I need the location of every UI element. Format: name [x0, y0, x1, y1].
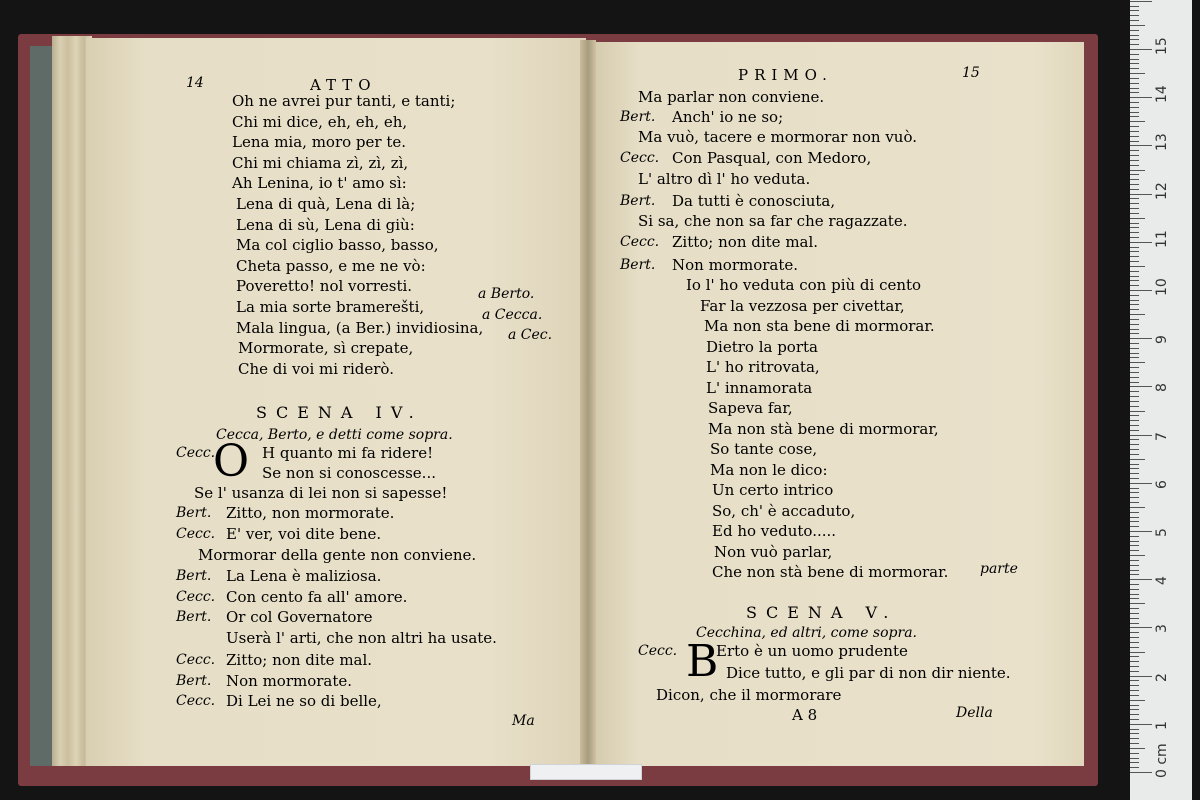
speaker-label: Bert. [176, 505, 212, 521]
dialogue-line: Anch' io ne so; [672, 108, 784, 126]
ruler-tick [1130, 1, 1152, 2]
aria-line: Ma non stà bene di mormorar, [708, 419, 939, 438]
book-gutter [580, 40, 596, 766]
dialogue-line: Dicon, che il mormorare [656, 686, 842, 704]
aside-3: a Cec. [508, 327, 553, 343]
scene-title-right: SCENA V. [746, 603, 898, 622]
ruler-tick [1130, 724, 1152, 725]
ruler-tick [1130, 256, 1139, 257]
ruler-tick [1130, 570, 1139, 571]
dialogue-line: Dice tutto, e gli par di non dir niente. [726, 664, 1011, 682]
ruler-tick [1130, 772, 1152, 773]
ruler-label: 12 [1154, 181, 1170, 200]
ruler-tick [1130, 748, 1145, 749]
ruler-label: 7 [1154, 431, 1170, 441]
signature-mark: A 8 [792, 706, 818, 724]
aria-line: Dietro la porta [706, 337, 818, 356]
ruler-tick [1130, 329, 1139, 330]
ruler-tick [1130, 300, 1139, 301]
aria-line: Che non stà bene di mormorar. [712, 563, 949, 581]
ruler-tick [1130, 753, 1139, 754]
ruler-tick [1130, 401, 1139, 402]
ruler-tick [1130, 357, 1139, 358]
page-number-left: 14 [186, 75, 204, 91]
ruler-tick [1130, 184, 1139, 185]
ruler-tick [1130, 59, 1139, 60]
ruler-tick [1130, 488, 1139, 489]
ruler-tick [1130, 478, 1139, 479]
ruler-tick [1130, 155, 1139, 156]
ruler-tick [1130, 406, 1139, 407]
ruler-tick [1130, 126, 1139, 127]
ruler-tick [1130, 517, 1139, 518]
ruler-tick [1130, 83, 1139, 84]
dialogue-line: Zitto; non dite mal. [672, 233, 819, 251]
ruler-tick [1130, 324, 1139, 325]
dialogue-line: Se l' usanza di lei non si sapesse! [194, 484, 448, 502]
ruler-tick [1130, 584, 1139, 585]
ruler-tick [1130, 685, 1139, 686]
aria-line: L' innamorata [706, 378, 813, 397]
aria-line: So tante cose, [710, 440, 818, 458]
aria-line: L' ho ritrovata, [706, 358, 820, 376]
ruler-tick [1130, 767, 1139, 768]
ruler-tick [1130, 565, 1139, 566]
ruler-tick [1130, 251, 1139, 252]
ruler-tick [1130, 314, 1145, 315]
ruler-tick [1130, 232, 1139, 233]
ruler-tick [1130, 189, 1139, 190]
speaker-label: Bert. [620, 257, 656, 273]
ruler-tick [1130, 647, 1139, 648]
ruler-tick [1130, 680, 1139, 681]
ruler-tick [1130, 652, 1145, 653]
ruler-tick [1130, 700, 1145, 701]
ruler-tick [1130, 623, 1139, 624]
ruler-tick [1130, 627, 1152, 628]
ruler-tick [1130, 603, 1145, 604]
ruler-tick [1130, 92, 1139, 93]
aria-line: Ed ho veduto..... [712, 522, 837, 540]
aria-line: Sapeva far, [708, 399, 793, 417]
ruler-tick [1130, 507, 1145, 508]
ruler-tick [1130, 714, 1139, 715]
verse-line: Ah Lenina, io t' amo sì: [232, 174, 407, 193]
ruler-tick [1130, 30, 1139, 31]
aria-line: So, ch' è accaduto, [712, 501, 856, 520]
scene-cast-left: Cecca, Berto, e detti come sopra. [216, 427, 453, 443]
ruler-tick [1130, 671, 1139, 672]
speaker-label: Cecc. [176, 526, 216, 542]
ruler-tick [1130, 454, 1139, 455]
ruler-tick [1130, 203, 1139, 204]
ruler-tick [1130, 483, 1152, 484]
verse-line: Lena mia, moro per te. [232, 133, 407, 152]
ruler-tick [1130, 223, 1139, 224]
spine-cloth [30, 46, 52, 766]
verse-line: Lena di sù, Lena di giù: [236, 215, 415, 234]
ruler-tick [1130, 131, 1139, 132]
aside-2: a Cecca. [482, 307, 543, 323]
ruler-tick [1130, 247, 1139, 248]
ruler-tick [1130, 574, 1139, 575]
ruler-tick [1130, 343, 1139, 344]
ruler-tick [1130, 107, 1139, 108]
scene-title-left: SCENA IV. [256, 403, 423, 422]
ruler-tick [1130, 35, 1139, 36]
ruler-tick [1130, 391, 1139, 392]
ruler-tick [1130, 545, 1139, 546]
dialogue-line: Zitto; non dite mal. [226, 651, 373, 669]
ruler-tick [1130, 618, 1139, 619]
speaker-label: Bert. [176, 609, 212, 625]
ruler-tick [1130, 242, 1152, 243]
ruler-tick [1130, 165, 1139, 166]
ruler-tick [1130, 261, 1139, 262]
ruler-tick [1130, 295, 1139, 296]
ruler-tick [1130, 550, 1139, 551]
ruler-tick [1130, 729, 1139, 730]
ruler-tick [1130, 68, 1139, 69]
ruler-tick [1130, 88, 1139, 89]
verse-line: Ma col ciglio basso, basso, [236, 236, 439, 255]
dialogue-line: Si sa, che non sa far che ragazzate. [638, 212, 908, 230]
ruler-tick [1130, 425, 1139, 426]
ruler-tick [1130, 444, 1139, 445]
ruler-tick [1130, 174, 1139, 175]
verse-line: Mala lingua, (a Ber.) invidiosina, [236, 318, 484, 337]
verse-line: Cheta passo, e me ne vò: [236, 256, 426, 275]
ruler-tick [1130, 280, 1139, 281]
ruler-tick [1130, 150, 1139, 151]
ruler-tick [1130, 179, 1139, 180]
dialogue-line: Erto è un uomo prudente [716, 642, 908, 660]
ruler-tick [1130, 705, 1139, 706]
ruler-tick [1130, 49, 1152, 50]
ruler-tick [1130, 218, 1145, 219]
speaker-label: Bert. [620, 109, 656, 125]
speaker-label: Cecc. [176, 693, 216, 709]
ruler-tick [1130, 309, 1139, 310]
ruler-label: 8 [1154, 383, 1170, 393]
verse-line: La mia sorte bramerešti, [236, 298, 425, 316]
ruler-label: 10 [1154, 278, 1170, 296]
ruler-tick [1130, 594, 1139, 595]
ruler-tick [1130, 372, 1139, 373]
ruler-label: 4 [1154, 576, 1170, 586]
ruler-label: 0 cm [1154, 743, 1170, 778]
aria-line: Io l' ho veduta con più di cento [686, 276, 922, 294]
drop-cap-right: B [686, 636, 719, 687]
ruler-label: 3 [1154, 624, 1170, 634]
ruler-tick [1130, 136, 1139, 137]
ruler-tick [1130, 304, 1139, 305]
ruler-tick [1130, 78, 1139, 79]
verse-line: Che di voi mi riderò. [238, 359, 394, 378]
ruler-tick [1130, 112, 1139, 113]
catchword-left: Ma [512, 713, 535, 729]
ruler-tick [1130, 276, 1139, 277]
dialogue-line: L' altro dì l' ho veduta. [638, 170, 811, 188]
ruler-label: 13 [1154, 133, 1170, 152]
verse-line: Oh ne avrei pur tanti, e tanti; [232, 92, 456, 110]
ruler-tick [1130, 63, 1139, 64]
ruler-tick [1130, 362, 1145, 363]
ruler-tick [1130, 695, 1139, 696]
aside-1: a Berto. [478, 286, 535, 302]
ruler-tick [1130, 396, 1139, 397]
ruler-label: 11 [1154, 229, 1170, 248]
ruler-tick [1130, 690, 1139, 691]
ruler-tick [1130, 338, 1152, 339]
ruler-tick [1130, 266, 1145, 267]
ruler-label: 15 [1154, 37, 1170, 55]
ruler-tick [1130, 435, 1152, 436]
speaker-label: Bert. [620, 193, 656, 209]
ruler-tick [1130, 386, 1152, 387]
verse-line: Mormorate, sì crepate, [238, 339, 414, 358]
ruler-tick [1130, 492, 1139, 493]
ruler-tick [1130, 502, 1139, 503]
ruler-tick [1130, 762, 1139, 763]
ruler-tick [1130, 555, 1145, 556]
ruler-tick [1130, 290, 1152, 291]
verse-line: Chi mi chiama zì, zì, zì, [232, 153, 409, 172]
aria-line: Far la vezzosa per civettar, [700, 296, 905, 315]
ruler-tick [1130, 377, 1139, 378]
ruler-tick [1130, 473, 1139, 474]
speaker-label: Bert. [176, 673, 212, 689]
measuring-ruler [1130, 0, 1192, 800]
ruler-tick [1130, 598, 1139, 599]
speaker-label: Cecc. [638, 643, 678, 659]
ruler-tick [1130, 367, 1139, 368]
ruler-tick [1130, 285, 1139, 286]
speaker-label: Bert. [176, 568, 212, 584]
running-head-left: ATTO [310, 76, 377, 94]
ruler-tick [1130, 213, 1139, 214]
ruler-tick [1130, 198, 1139, 199]
ruler-tick [1130, 145, 1152, 146]
dialogue-line: Se non si conoscesse... [262, 464, 436, 482]
ruler-tick [1130, 497, 1139, 498]
ruler-tick [1130, 10, 1139, 11]
ruler-tick [1130, 464, 1139, 465]
ruler-tick [1130, 738, 1139, 739]
ruler-label: 1 [1154, 720, 1170, 730]
ruler-tick [1130, 449, 1139, 450]
ruler-tick [1130, 743, 1139, 744]
ruler-tick [1130, 536, 1139, 537]
ruler-tick [1130, 521, 1139, 522]
aria-line: Ma non le dico: [710, 460, 828, 479]
paper-tab [530, 764, 642, 780]
ruler-tick [1130, 709, 1139, 710]
ruler-tick [1130, 531, 1152, 532]
ruler-tick [1130, 637, 1139, 638]
running-head-right: PRIMO. [738, 66, 833, 84]
ruler-tick [1130, 526, 1139, 527]
ruler-tick [1130, 758, 1139, 759]
ruler-tick [1130, 54, 1139, 55]
ruler-label: 2 [1154, 672, 1170, 682]
ruler-tick [1130, 121, 1145, 122]
ruler-tick [1130, 420, 1139, 421]
ruler-tick [1130, 613, 1139, 614]
dialogue-line: Zitto, non mormorate. [226, 504, 395, 522]
ruler-tick [1130, 382, 1139, 383]
ruler-tick [1130, 579, 1152, 580]
speaker-label: Cecc. [176, 589, 216, 605]
catchword-right: Della [956, 705, 993, 721]
ruler-tick [1130, 97, 1152, 98]
ruler-tick [1130, 73, 1145, 74]
ruler-tick [1130, 353, 1139, 354]
ruler-tick [1130, 439, 1139, 440]
verse-line: Poveretto! nol vorresti. [236, 277, 413, 296]
ruler-label: 9 [1154, 335, 1170, 345]
ruler-tick [1130, 719, 1139, 720]
ruler-tick [1130, 141, 1139, 142]
ruler-label: 5 [1154, 528, 1170, 537]
ruler-tick [1130, 560, 1139, 561]
ruler-tick [1130, 6, 1139, 7]
dialogue-line: Di Lei ne so di belle, [226, 692, 382, 710]
ruler-tick [1130, 468, 1139, 469]
exit-note: parte [980, 561, 1018, 577]
ruler-tick [1130, 319, 1139, 320]
speaker-label: Cecc. [176, 652, 216, 668]
ruler-tick [1130, 676, 1152, 677]
dialogue-line: Con Pasqual, con Medoro, [672, 149, 872, 167]
ruler-tick [1130, 194, 1152, 195]
ruler-label: 6 [1154, 479, 1170, 489]
dialogue-line: H quanto mi fa ridere! [262, 444, 434, 462]
page-number-right: 15 [962, 65, 980, 81]
scene-cast-right: Cecchina, ed altri, come sopra. [696, 625, 917, 641]
ruler-tick [1130, 661, 1139, 662]
dialogue-line: Or col Governatore [226, 608, 373, 626]
ruler-tick [1130, 208, 1139, 209]
ruler-tick [1130, 666, 1139, 667]
ruler-tick [1130, 656, 1139, 657]
ruler-tick [1130, 733, 1139, 734]
dialogue-line: Da tutti è conosciuta, [672, 192, 836, 210]
dialogue-line: Non mormorate. [226, 672, 353, 690]
ruler-tick [1130, 237, 1139, 238]
dialogue-line: Ma vuò, tacere e mormorar non vuò. [638, 128, 918, 146]
aria-line: Un certo intrico [712, 481, 834, 499]
ruler-tick [1130, 415, 1139, 416]
dialogue-line: E' ver, voi dite bene. [226, 525, 382, 543]
ruler-tick [1130, 589, 1139, 590]
aria-line: Ma non sta bene di mormorar. [704, 317, 935, 335]
ruler-label: 14 [1154, 85, 1170, 104]
ruler-tick [1130, 227, 1139, 228]
ruler-tick [1130, 642, 1139, 643]
ruler-tick [1130, 116, 1139, 117]
dialogue-line: Mormorar della gente non conviene. [198, 546, 477, 564]
aria-line: Non vuò parlar, [714, 542, 833, 561]
ruler-tick [1130, 44, 1139, 45]
dialogue-line: Userà l' arti, che non altri ha usate. [226, 629, 497, 647]
ruler-tick [1130, 512, 1139, 513]
ruler-tick [1130, 459, 1145, 460]
ruler-tick [1130, 608, 1139, 609]
dialogue-line: Non mormorate. [672, 256, 799, 274]
speaker-label: Cecc. [620, 234, 660, 250]
dialogue-line: Con cento fa all' amore. [226, 588, 408, 606]
ruler-tick [1130, 25, 1145, 26]
ruler-tick [1130, 333, 1139, 334]
ruler-tick [1130, 160, 1139, 161]
dialogue-line: La Lena è maliziosa. [226, 567, 382, 585]
verse-line: Lena di quà, Lena di là; [236, 195, 416, 213]
ruler-tick [1130, 541, 1139, 542]
ruler-tick [1130, 632, 1139, 633]
dialogue-line: Ma parlar non conviene. [638, 88, 825, 106]
ruler-tick [1130, 348, 1139, 349]
verse-line: Chi mi dice, eh, eh, eh, [232, 112, 408, 131]
ruler-tick [1130, 411, 1145, 412]
ruler-tick [1130, 170, 1145, 171]
speaker-label: Cecc. [620, 150, 660, 166]
ruler-tick [1130, 430, 1139, 431]
ruler-tick [1130, 102, 1139, 103]
ruler-tick [1130, 20, 1139, 21]
ruler-tick [1130, 39, 1139, 40]
ruler-tick [1130, 271, 1139, 272]
drop-cap-left: O [213, 436, 250, 487]
speaker-label: Cecc. [176, 445, 216, 461]
ruler-tick [1130, 15, 1139, 16]
